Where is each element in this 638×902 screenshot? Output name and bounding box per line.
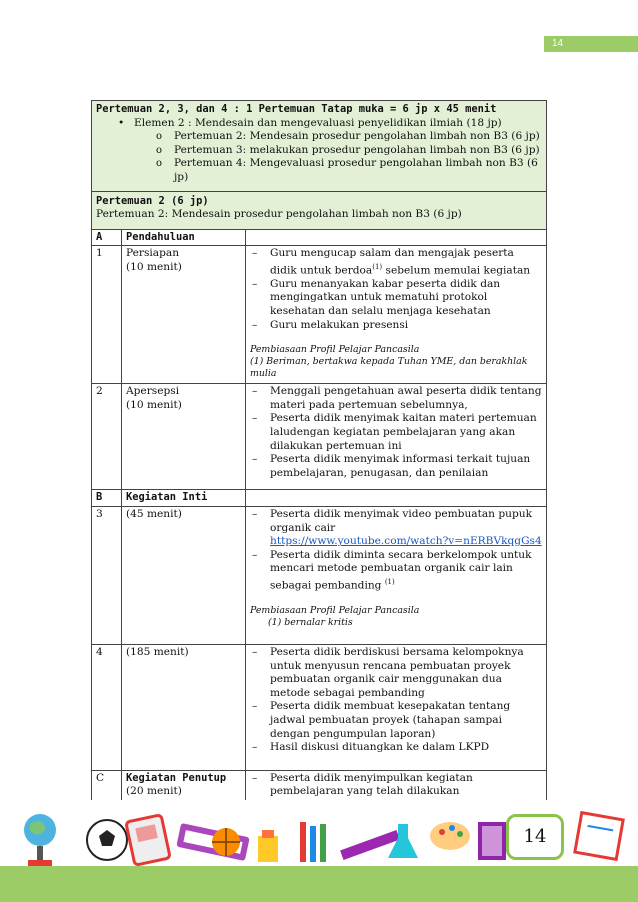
paint-palette-icon (430, 822, 470, 850)
activity-description (246, 507, 546, 644)
element-list (96, 117, 542, 185)
row-number: 4 (92, 645, 122, 770)
activity-description (246, 246, 546, 383)
activity-name: Persiapan (126, 247, 180, 260)
activity-name: Apersepsi (126, 385, 180, 398)
list-item: – Guru mengucap salam dan mengajak peserta didik untuk berdoa$^{(1)}$ sebelum memulai kegiatan (250, 247, 542, 278)
list-item: – Peserta didik menyimpulkan kegiatan pembelajaran yang telah dilakukan (250, 772, 542, 799)
section-label: Kegiatan Inti (122, 490, 246, 506)
activity-description (246, 645, 546, 770)
header-band-left (0, 36, 544, 52)
soccer-ball-icon (87, 820, 127, 860)
list-item: – Hasil diskusi dituangkan ke dalam LKPD (250, 741, 542, 755)
profile-note-title: Pembiasaan Profil Pelajar Pancasila (250, 605, 420, 617)
profile-note-body: (1) Beriman, bertakwa kepada Tuhan YME, dan berakhlak mulia (250, 356, 528, 380)
activity-description (246, 384, 546, 489)
profile-note-title: Pembiasaan Profil Pelajar Pancasila (250, 344, 420, 356)
row-number: C (92, 771, 122, 857)
profile-note-body: (1) bernalar kritis (268, 617, 353, 629)
activity-cell (122, 246, 246, 383)
activity-time: (10 menit) (126, 260, 182, 273)
section-b-row (92, 490, 546, 507)
list-item: – Menggali pengetahuan awal peserta didik tentang materi pada pertemuan sebelumnya, (250, 385, 542, 412)
table-row (92, 507, 546, 645)
list-item: – Peserta didik diminta secara berkelompok untuk mencari metode pembuatan organik cair lain sebagai pembanding $^{(1)}$ (250, 549, 542, 593)
video-link[interactable]: https://www.youtube.com/watch?v=nERBVkqgGs4 (270, 535, 542, 548)
activity-cell (122, 384, 246, 489)
list-item: – Peserta didik menyimak kaitan materi pertemuan laludengan kegiatan pembelajaran yang akan dilakukan pertemuan ini (250, 412, 542, 453)
meeting-summary-title: Pertemuan 2, 3, dan 4 : 1 Pertemuan Tatap muka = 6 jp x 45 menit (96, 103, 497, 115)
list-item: – Peserta didik berdiskusi bersama kelompoknya untuk menyusun rencana pembuatan proyek pembuatan organik cair menggunakan dua metode sebagai pembanding (250, 646, 542, 700)
row-number: 1 (92, 246, 122, 383)
section-code: A (92, 230, 122, 246)
board-icon (575, 813, 623, 860)
lesson-plan-table (91, 100, 547, 857)
list-item: – Guru menanyakan kabar peserta didik dan mengingatkan untuk mematuhi protokol kesehatan dan selalu menjaga kesehatan (250, 278, 542, 319)
pencils-icon (300, 822, 326, 862)
list-item: – Guru melakukan presensi (250, 319, 542, 333)
activity-time: (10 menit) (126, 398, 182, 411)
tablet-icon (126, 815, 170, 866)
meeting-item: o Pertemuan 3: melakukan prosedur pengolahan limbah non B3 (6 jp) (96, 144, 542, 158)
globe-icon (24, 814, 56, 866)
meeting-item: o Pertemuan 2: Mendesain prosedur pengolahan limbah non B3 (6 jp) (96, 130, 542, 144)
element-item: • Elemen 2 : Mendesain dan mengevaluasi penyelidikan ilmiah (18 jp) (96, 117, 542, 131)
section-label: Pendahuluan (122, 230, 246, 246)
meeting-title: Pertemuan 2 (6 jp) (96, 194, 209, 207)
cup-icon (258, 830, 278, 862)
header-page-number: 14 (544, 36, 638, 52)
page-number-badge: 14 (506, 814, 564, 860)
meeting-header (92, 192, 546, 230)
list-item: – Peserta didik menyimak informasi terkait tujuan pembelajaran, penugasan, dan penilaian (250, 453, 542, 480)
activity-time: (20 menit) (126, 785, 182, 798)
meeting-item: o Pertemuan 4: Mengevaluasi prosedur pengolahan limbah non B3 (6 jp) (96, 157, 542, 184)
header-band (0, 36, 638, 52)
meeting-summary (92, 101, 546, 192)
activity-name: Kegiatan Penutup (126, 771, 227, 784)
activity-time: (45 menit) (122, 507, 246, 644)
table-row (92, 384, 546, 490)
section-a-row (92, 230, 546, 247)
row-number: 3 (92, 507, 122, 644)
book-icon (478, 822, 506, 860)
table-row (92, 645, 546, 771)
activity-time: (185 menit) (122, 645, 246, 770)
table-row (92, 246, 546, 384)
meeting-subtitle: Pertemuan 2: Mendesain prosedur pengolahan limbah non B3 (6 jp) (96, 208, 462, 221)
basketball-icon (212, 828, 240, 856)
section-code: B (92, 490, 122, 506)
list-item: – Peserta didik membuat kesepakatan tentang jadwal pembuatan proyek (tahapan sampai dengan pengumpulan laporan) (250, 700, 542, 741)
row-number: 2 (92, 384, 122, 489)
list-item: – Peserta didik menyimak video pembuatan pupuk organik cair https://www.youtube.com/watch?v=nERBVkqgGs4 (250, 508, 542, 549)
